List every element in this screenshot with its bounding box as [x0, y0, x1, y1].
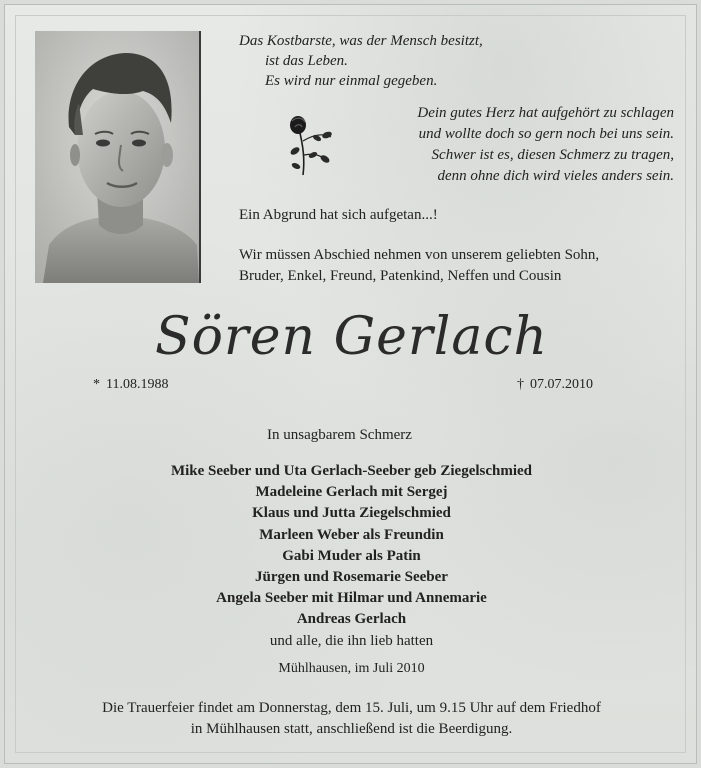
birth-date: 11.08.1988 — [106, 377, 169, 392]
star-icon: * — [93, 377, 100, 392]
mourner-name: Klaus und Jutta Ziegelschmied — [252, 505, 451, 522]
poem-right — [294, 103, 674, 187]
mourner-name: Andreas Gerlach — [296, 611, 407, 628]
funeral-line: in Mühlhausen statt, anschließend ist die Beerdigung. — [190, 721, 513, 737]
poem-top-line: Das Kostbarste, was der Mensch besitzt, — [239, 33, 483, 49]
mourner-name: Angela Seeber mit Hilmar und Annemarie — [216, 590, 487, 607]
death-date-line — [517, 377, 593, 393]
mourners-list — [5, 461, 698, 652]
abgrund-text: Ein Abgrund hat sich aufgetan...! — [239, 207, 438, 223]
poem-top-line: Es wird nur einmal gegeben. — [265, 73, 438, 89]
poem-top-line: ist das Leben. — [265, 53, 348, 69]
poem-right-line: Dein gutes Herz hat aufgehört zu schlagen — [417, 105, 674, 121]
funeral-info — [5, 698, 698, 740]
mourner-name: Mike Seeber und Uta Gerlach-Seeber geb Ziegelschmied — [170, 463, 533, 479]
mourners-heading: In unsagbarem Schmerz — [267, 427, 412, 443]
farewell-line: Bruder, Enkel, Freund, Patenkind, Neffen und Cousin — [239, 268, 562, 284]
mourners-closing: und alle, die ihn lieb hatten — [269, 632, 434, 649]
poem-right-line: und wollte doch so gern noch bei uns sein. — [418, 126, 674, 142]
mourner-name: Madeleine Gerlach mit Sergej — [255, 484, 448, 501]
farewell-line: Wir müssen Abschied nehmen von unserem geliebten Sohn, — [239, 247, 600, 263]
obituary-notice — [4, 4, 697, 764]
cross-icon: † — [517, 377, 524, 392]
deceased-name: Sören Gerlach — [155, 307, 548, 367]
death-date: 07.07.2010 — [530, 377, 593, 392]
farewell-text — [239, 245, 599, 287]
poem-top — [239, 31, 483, 91]
mourner-name: Marleen Weber als Freundin — [259, 526, 444, 543]
portrait-photo — [35, 31, 201, 283]
poem-right-line: denn ohne dich wird vieles anders sein. — [437, 168, 674, 184]
funeral-line: Die Trauerfeier findet am Donnerstag, dem 15. Juli, um 9.15 Uhr auf dem Friedhof — [102, 700, 601, 716]
mourner-name: Gabi Muder als Patin — [282, 547, 421, 564]
mourner-name: Jürgen und Rosemarie Seeber — [255, 569, 448, 586]
poem-right-line: Schwer ist es, diesen Schmerz zu tragen, — [431, 147, 674, 163]
birth-date-line — [93, 377, 168, 393]
place-date: Mühlhausen, im Juli 2010 — [278, 661, 425, 676]
